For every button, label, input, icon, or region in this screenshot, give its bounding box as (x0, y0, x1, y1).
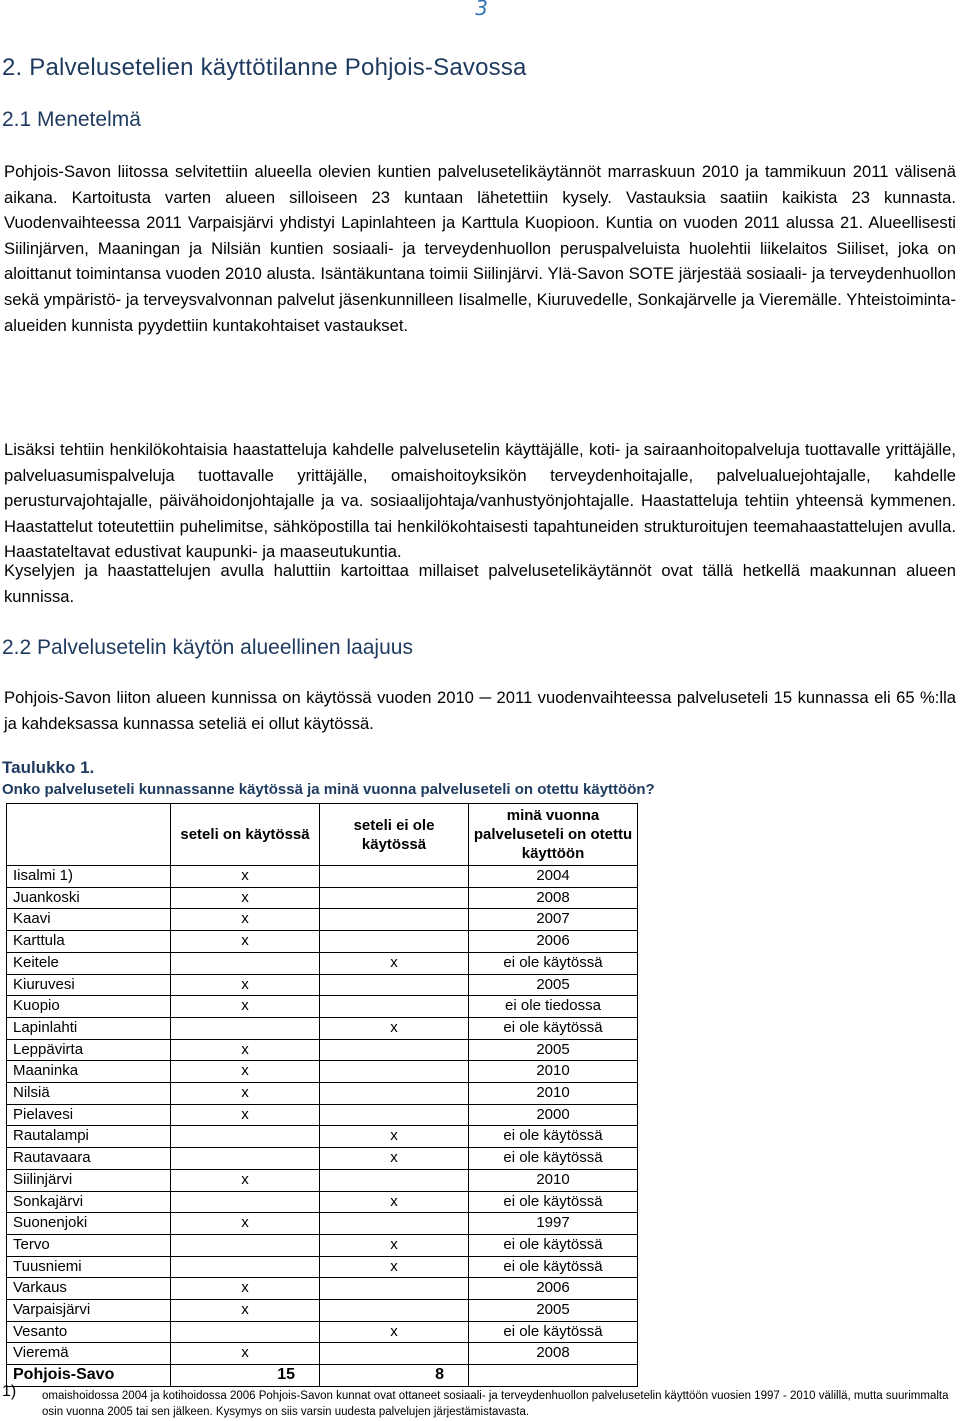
adoption-year: 2007 (469, 909, 638, 931)
in-use-mark: x (171, 1061, 320, 1083)
adoption-year: 2005 (469, 1300, 638, 1322)
adoption-year: 2010 (469, 1169, 638, 1191)
table-row (7, 1017, 638, 1039)
not-in-use-mark (320, 1343, 469, 1365)
table-row (7, 909, 638, 931)
not-in-use-mark (320, 996, 469, 1018)
municipality-name: Leppävirta (7, 1039, 171, 1061)
table-row (7, 1300, 638, 1322)
total-name: Pohjois-Savo (7, 1365, 171, 1387)
in-use-mark: x (171, 1039, 320, 1061)
municipality-name: Tuusniemi (7, 1256, 171, 1278)
total-row (7, 1365, 638, 1387)
total-year (469, 1365, 638, 1387)
header-not-in-use: seteli ei ole käytössä (320, 804, 469, 866)
header-year: minä vuonna palveluseteli on otettu käyttöön (469, 804, 638, 866)
municipality-name: Sonkajärvi (7, 1191, 171, 1213)
adoption-year: 2000 (469, 1104, 638, 1126)
in-use-mark: x (171, 909, 320, 931)
not-in-use-mark (320, 1278, 469, 1300)
table-row (7, 1148, 638, 1170)
municipality-name: Vieremä (7, 1343, 171, 1365)
adoption-year: ei ole käytössä (469, 1234, 638, 1256)
table-header-row (7, 804, 638, 866)
not-in-use-mark: x (320, 1256, 469, 1278)
municipality-name: Kaavi (7, 909, 171, 931)
table-row (7, 866, 638, 888)
municipality-name: Iisalmi 1) (7, 866, 171, 888)
not-in-use-mark: x (320, 1017, 469, 1039)
adoption-year: 2010 (469, 1061, 638, 1083)
total-not-in-use: 8 (320, 1365, 469, 1387)
in-use-mark (171, 1234, 320, 1256)
not-in-use-mark: x (320, 952, 469, 974)
page-number: 3 (475, 0, 488, 20)
adoption-year: ei ole käytössä (469, 1017, 638, 1039)
not-in-use-mark (320, 1039, 469, 1061)
not-in-use-mark (320, 887, 469, 909)
municipality-name: Vesanto (7, 1321, 171, 1343)
municipality-name: Suonenjoki (7, 1213, 171, 1235)
in-use-mark (171, 1126, 320, 1148)
adoption-year: 2006 (469, 931, 638, 953)
adoption-year: ei ole tiedossa (469, 996, 638, 1018)
adoption-year: ei ole käytössä (469, 1191, 638, 1213)
table-row (7, 1321, 638, 1343)
municipality-name: Nilsiä (7, 1083, 171, 1105)
municipality-name: Rautavaara (7, 1148, 171, 1170)
not-in-use-mark: x (320, 1234, 469, 1256)
municipality-name: Rautalampi (7, 1126, 171, 1148)
header-in-use: seteli on käytössä (171, 804, 320, 866)
not-in-use-mark (320, 909, 469, 931)
table-row (7, 1039, 638, 1061)
in-use-mark: x (171, 887, 320, 909)
paragraph-scope: Pohjois-Savon liiton alueen kunnissa on käytössä vuoden 2010 ─ 2011 vuodenvaihteessa palveluseteli 15 kunnassa eli 65 %:lla ja kahdeksassa kunnassa seteliä ei ollut käytössä. (4, 688, 956, 733)
table-row (7, 1234, 638, 1256)
method-heading: 2.1 Menetelmä (2, 108, 141, 131)
adoption-year: ei ole käytössä (469, 1256, 638, 1278)
municipality-name: Siilinjärvi (7, 1169, 171, 1191)
in-use-mark (171, 1191, 320, 1213)
table-row (7, 974, 638, 996)
adoption-year: 2005 (469, 974, 638, 996)
not-in-use-mark: x (320, 1321, 469, 1343)
adoption-year: 1997 (469, 1213, 638, 1235)
table-row (7, 1278, 638, 1300)
municipality-name: Keitele (7, 952, 171, 974)
footnote-text: omaishoidossa 2004 ja kotihoidossa 2006 Pohjois-Savon kunnat ovat ottaneet sosiaali- ja terveydenhuollon palvelusetelin käyttöön vuosien 1997 - 2010 välillä, mutta suurimmalta osin vuonna 2005 tai sen jälkeen. Kysymys on siis varsin uudesta palvelujen järjestämistavasta. (42, 1390, 949, 1418)
in-use-mark (171, 1256, 320, 1278)
municipality-name: Varkaus (7, 1278, 171, 1300)
in-use-mark (171, 1321, 320, 1343)
adoption-year: ei ole käytössä (469, 952, 638, 974)
not-in-use-mark: x (320, 1126, 469, 1148)
municipality-name: Lapinlahti (7, 1017, 171, 1039)
table-row (7, 1213, 638, 1235)
table-row (7, 1169, 638, 1191)
table-row (7, 1343, 638, 1365)
adoption-year: 2010 (469, 1083, 638, 1105)
header-empty (7, 804, 171, 866)
adoption-year: 2008 (469, 887, 638, 909)
table-row (7, 887, 638, 909)
table-row (7, 1256, 638, 1278)
municipality-name: Karttula (7, 931, 171, 953)
in-use-mark: x (171, 1343, 320, 1365)
table-row (7, 1104, 638, 1126)
in-use-mark: x (171, 1278, 320, 1300)
table-row (7, 996, 638, 1018)
paragraph-interviews: Lisäksi tehtiin henkilökohtaisia haastatteluja kahdelle palvelusetelin käyttäjälle, koti- ja sairaanhoitopalveluja tuottavalle yrittäjälle, palveluasumispalveluja tuottavalle yrittäjälle, omaishoitoyksikön terveydenhoitajalle, palvelualuejohtajalle, kahdelle perusturvajohtajalle, päivähoidonjohtajalle ja va. sosiaalijohtaja/vanhustyönjohtajalle. Haastatteluja tehtiin yhteensä kymmenen. Haastattelut toteutettiin puhelimitse, sähköpostilla tai henkilökohtaisesti tapahtuneiden strukturoitujen teemahaastattelujen avulla. Haastateltavat edustivat kaupunki- ja maaseutukuntia. (4, 440, 956, 562)
municipality-name: Varpaisjärvi (7, 1300, 171, 1322)
table-row (7, 1083, 638, 1105)
in-use-mark: x (171, 866, 320, 888)
in-use-mark: x (171, 974, 320, 996)
not-in-use-mark (320, 1104, 469, 1126)
in-use-mark: x (171, 1300, 320, 1322)
table-row (7, 1061, 638, 1083)
total-in-use: 15 (171, 1365, 320, 1387)
table-body (7, 866, 638, 1387)
in-use-mark: x (171, 1104, 320, 1126)
not-in-use-mark: x (320, 1148, 469, 1170)
scope-heading: 2.2 Palvelusetelin käytön alueellinen laajuus (2, 636, 413, 659)
municipality-name: Kiuruvesi (7, 974, 171, 996)
not-in-use-mark (320, 1300, 469, 1322)
not-in-use-mark (320, 1169, 469, 1191)
not-in-use-mark (320, 1061, 469, 1083)
not-in-use-mark (320, 1213, 469, 1235)
in-use-mark (171, 1017, 320, 1039)
adoption-year: 2005 (469, 1039, 638, 1061)
table-question: Onko palveluseteli kunnassanne käytössä ja minä vuonna palveluseteli on otettu käyttöön? (2, 781, 655, 798)
municipality-name: Pielavesi (7, 1104, 171, 1126)
municipality-table (6, 803, 638, 1387)
chapter-heading: 2. Palvelusetelien käyttötilanne Pohjois-Savossa (2, 54, 527, 81)
municipality-name: Kuopio (7, 996, 171, 1018)
paragraph-survey: Pohjois-Savon liitossa selvitettiin alueella olevien kuntien palvelusetelikäytännöt marraskuun 2010 ja tammikuun 2011 välisenä aikana. Kartoitusta varten alueen silloiseen 23 kuntaan lähetettiin kysely. Vastauksia saatiin kaikista 23 kunnasta. Vuodenvaihteessa 2011 Varpaisjärvi yhdistyi Lapinlahteen ja Karttula Kuopioon. Kuntia on vuoden 2011 alussa 21. Alueellisesti Siilinjärven, Maaningan ja Nilsiän kuntien sosiaali- ja terveydenhuollon peruspalveluista huolehtii liikelaitos Siiliset, joka on aloittanut toimintansa vuoden 2010 alusta. Isäntäkuntana toimii Siilinjärvi. Ylä-Savon SOTE järjestää sosiaali- ja terveydenhuollon sekä ympäristö- ja terveysvalvonnan palvelut jäsenkunnilleen Iisalmelle, Kiuruvedelle, Sonkajärvelle ja Vieremälle. Yhteistoiminta-alueiden kunnista pyydettiin kuntakohtaiset vastaukset. (4, 162, 956, 335)
not-in-use-mark (320, 931, 469, 953)
adoption-year: ei ole käytössä (469, 1148, 638, 1170)
municipality-name: Tervo (7, 1234, 171, 1256)
in-use-mark (171, 952, 320, 974)
adoption-year: ei ole käytössä (469, 1126, 638, 1148)
adoption-year: 2004 (469, 866, 638, 888)
in-use-mark: x (171, 1169, 320, 1191)
municipality-name: Maaninka (7, 1061, 171, 1083)
in-use-mark: x (171, 1083, 320, 1105)
not-in-use-mark (320, 866, 469, 888)
adoption-year: 2008 (469, 1343, 638, 1365)
table-row (7, 952, 638, 974)
in-use-mark: x (171, 931, 320, 953)
municipality-name: Juankoski (7, 887, 171, 909)
table-row (7, 1191, 638, 1213)
not-in-use-mark: x (320, 1191, 469, 1213)
adoption-year: 2006 (469, 1278, 638, 1300)
not-in-use-mark (320, 974, 469, 996)
in-use-mark: x (171, 1213, 320, 1235)
in-use-mark (171, 1148, 320, 1170)
table-row (7, 1126, 638, 1148)
adoption-year: ei ole käytössä (469, 1321, 638, 1343)
paragraph-purpose: Kyselyjen ja haastattelujen avulla haluttiin kartoittaa millaiset palvelusetelikäytännöt ovat tällä hetkellä maakunnan alueen kunnissa. (4, 561, 956, 606)
table-row (7, 931, 638, 953)
not-in-use-mark (320, 1083, 469, 1105)
footnote-marker: 1) (2, 1383, 17, 1400)
table-label: Taulukko 1. (2, 758, 95, 777)
in-use-mark: x (171, 996, 320, 1018)
